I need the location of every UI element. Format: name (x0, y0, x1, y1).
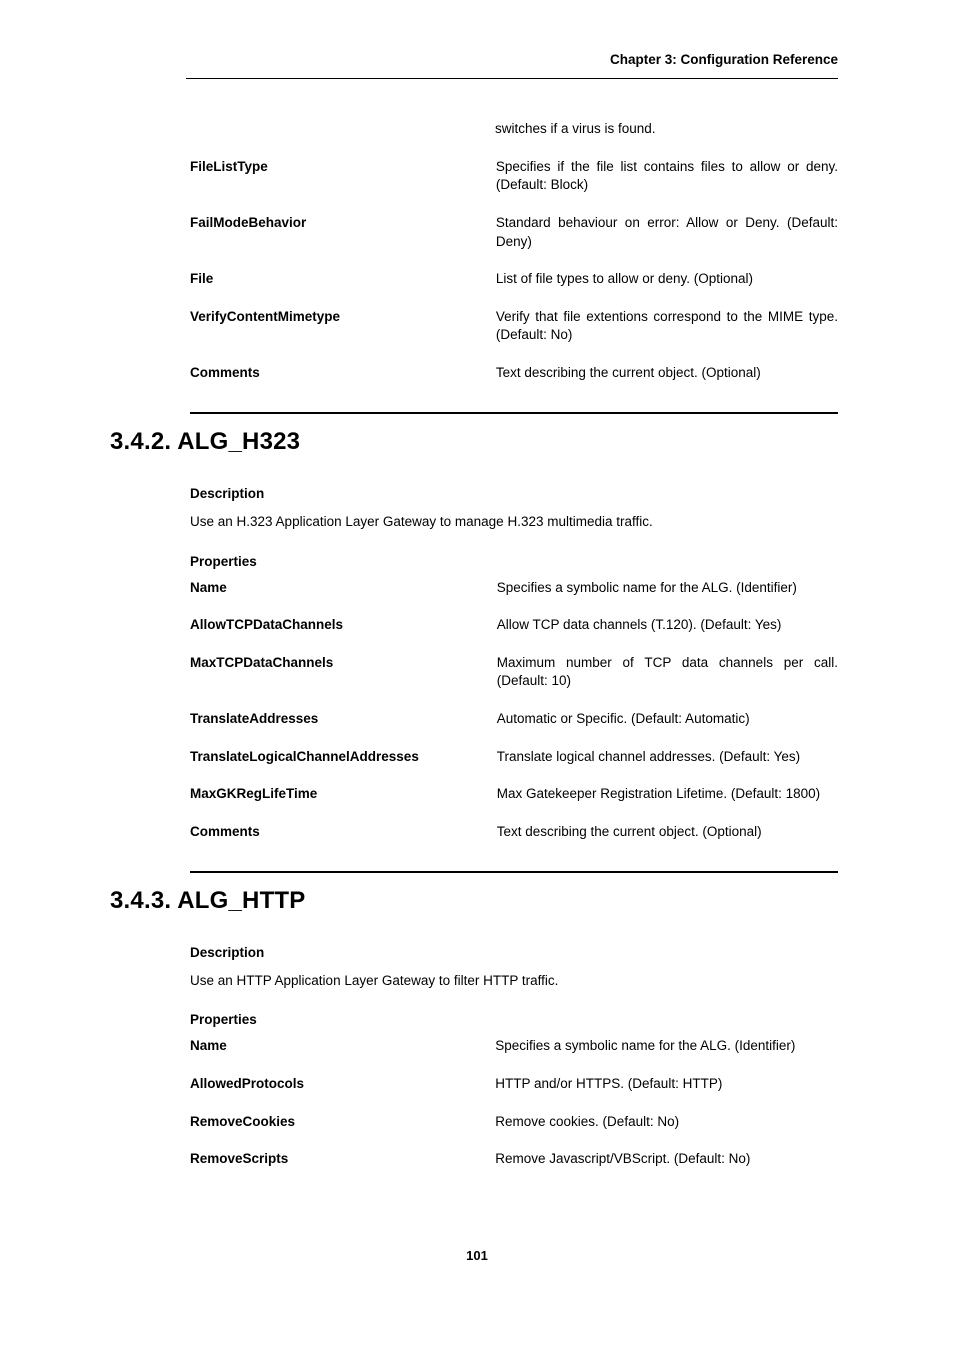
h323-properties-table (190, 579, 838, 861)
property-description: List of file types to allow or deny. (Optional) (495, 271, 753, 287)
table-row (190, 158, 838, 214)
property-name: Comments (190, 823, 260, 839)
property-description: Allow TCP data channels (T.120). (Default: Yes) (496, 617, 782, 633)
empty-name-cell (190, 120, 495, 158)
top-properties-table (190, 158, 838, 402)
table-row (190, 654, 838, 710)
table-row (190, 1150, 838, 1188)
property-description: HTTP and/or HTTPS. (Default: HTTP) (495, 1076, 723, 1092)
property-name: Comments (190, 365, 260, 380)
property-name: TranslateAddresses (190, 711, 319, 727)
properties-heading: Properties (190, 553, 257, 569)
section-heading: 3.4.2. ALG_H323 (110, 427, 301, 455)
property-name: AllowedProtocols (190, 1076, 305, 1092)
property-description: Max Gatekeeper Registration Lifetime. (Default: 1800) (496, 786, 821, 802)
table-row (190, 1037, 838, 1075)
continued-text-table (190, 120, 838, 158)
property-name: VerifyContentMimetype (190, 308, 341, 324)
table-row (190, 1113, 838, 1151)
table-row (190, 823, 838, 861)
table-row (190, 748, 838, 786)
property-description: Remove cookies. (Default: No) (495, 1113, 680, 1129)
property-description: Specifies a symbolic name for the ALG. (Identifier) (495, 1038, 796, 1054)
section-divider (190, 871, 838, 873)
page-content (110, 120, 838, 1188)
description-heading: Description (190, 485, 265, 501)
table-row (190, 616, 838, 654)
property-name: FailModeBehavior (190, 214, 307, 230)
table-row (190, 710, 838, 748)
header-divider (186, 78, 838, 79)
property-name: MaxGKRegLifeTime (190, 786, 318, 802)
properties-heading: Properties (190, 1012, 257, 1028)
page-number: 101 (466, 1248, 488, 1263)
table-row (190, 579, 838, 617)
property-description: Text describing the current object. (Optional) (495, 365, 761, 380)
property-description: Verify that file extentions correspond to the MIME type. (Default: No) (495, 308, 838, 343)
http-properties-table (190, 1037, 838, 1188)
property-name: RemoveCookies (190, 1113, 296, 1129)
property-name: File (190, 271, 214, 287)
table-row (190, 214, 838, 270)
property-name: AllowTCPDataChannels (190, 617, 344, 633)
property-description: Text describing the current object. (Optional) (496, 823, 762, 839)
section-heading: 3.4.3. ALG_HTTP (110, 886, 306, 914)
description-heading: Description (190, 944, 265, 960)
property-name: Name (190, 1038, 227, 1054)
property-description: Standard behaviour on error: Allow or Deny. (Default: Deny) (495, 214, 838, 249)
description-text: Use an H.323 Application Layer Gateway to manage H.323 multimedia traffic. (190, 513, 653, 529)
property-name: Name (190, 579, 227, 595)
property-name: MaxTCPDataChannels (190, 654, 334, 670)
property-name: FileListType (190, 158, 268, 174)
table-row (190, 308, 838, 364)
page-header: Chapter 3: Configuration Reference (609, 52, 838, 67)
table-row (190, 364, 838, 402)
property-name: TranslateLogicalChannelAddresses (190, 748, 419, 764)
property-description: Maximum number of TCP data channels per call. (Default: 10) (496, 654, 838, 689)
table-row (190, 1075, 838, 1113)
property-description: Remove Javascript/VBScript. (Default: No) (495, 1151, 751, 1167)
property-description: Specifies a symbolic name for the ALG. (Identifier) (496, 579, 797, 595)
table-row (190, 785, 838, 823)
property-description: Translate logical channel addresses. (Default: Yes) (496, 748, 801, 764)
description-text: Use an HTTP Application Layer Gateway to filter HTTP traffic. (190, 972, 559, 988)
property-name: RemoveScripts (190, 1151, 289, 1167)
table-row (190, 270, 838, 308)
property-description: Specifies if the file list contains files to allow or deny. (Default: Block) (495, 158, 838, 193)
continued-text: switches if a virus is found. (494, 121, 656, 136)
section-divider (190, 412, 838, 414)
table-row (190, 120, 838, 158)
property-description: Automatic or Specific. (Default: Automatic) (496, 711, 750, 727)
